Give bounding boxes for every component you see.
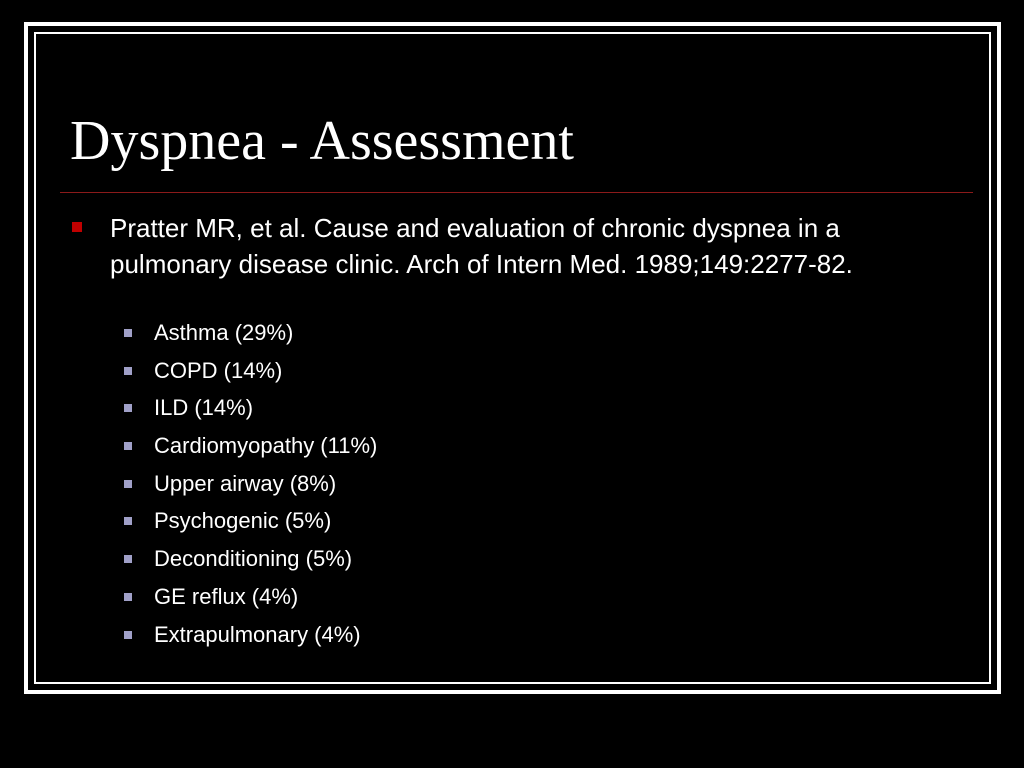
list-item-label: GE reflux (4%) <box>154 583 299 609</box>
list-item-label: Upper airway (8%) <box>154 470 337 496</box>
list-item-label: ILD (14%) <box>154 395 254 421</box>
square-bullet-icon <box>72 222 82 232</box>
square-bullet-icon <box>124 442 132 450</box>
title-divider <box>60 192 973 193</box>
list-item-label: Psychogenic (5%) <box>154 508 332 534</box>
square-bullet-icon <box>124 367 132 375</box>
citation-text: Pratter MR, et al. Cause and evaluation of chronic dyspnea in a pulmonary disease clinic. Arch of Intern Med. 1989;149:2277-82. <box>110 213 853 279</box>
square-bullet-icon <box>124 555 132 563</box>
slide-title: Dyspnea - Assessment <box>70 110 574 172</box>
square-bullet-icon <box>124 593 132 601</box>
square-bullet-icon <box>124 329 132 337</box>
list-item-label: COPD (14%) <box>154 357 283 383</box>
square-bullet-icon <box>124 480 132 488</box>
list-item-label: Deconditioning (5%) <box>154 546 353 572</box>
square-bullet-icon <box>124 631 132 639</box>
list-item-label: Cardiomyopathy (11%) <box>154 433 378 459</box>
square-bullet-icon <box>124 517 132 525</box>
square-bullet-icon <box>124 404 132 412</box>
list-item-label: Asthma (29%) <box>154 320 294 345</box>
list-item-label: Extrapulmonary (4%) <box>154 621 361 647</box>
